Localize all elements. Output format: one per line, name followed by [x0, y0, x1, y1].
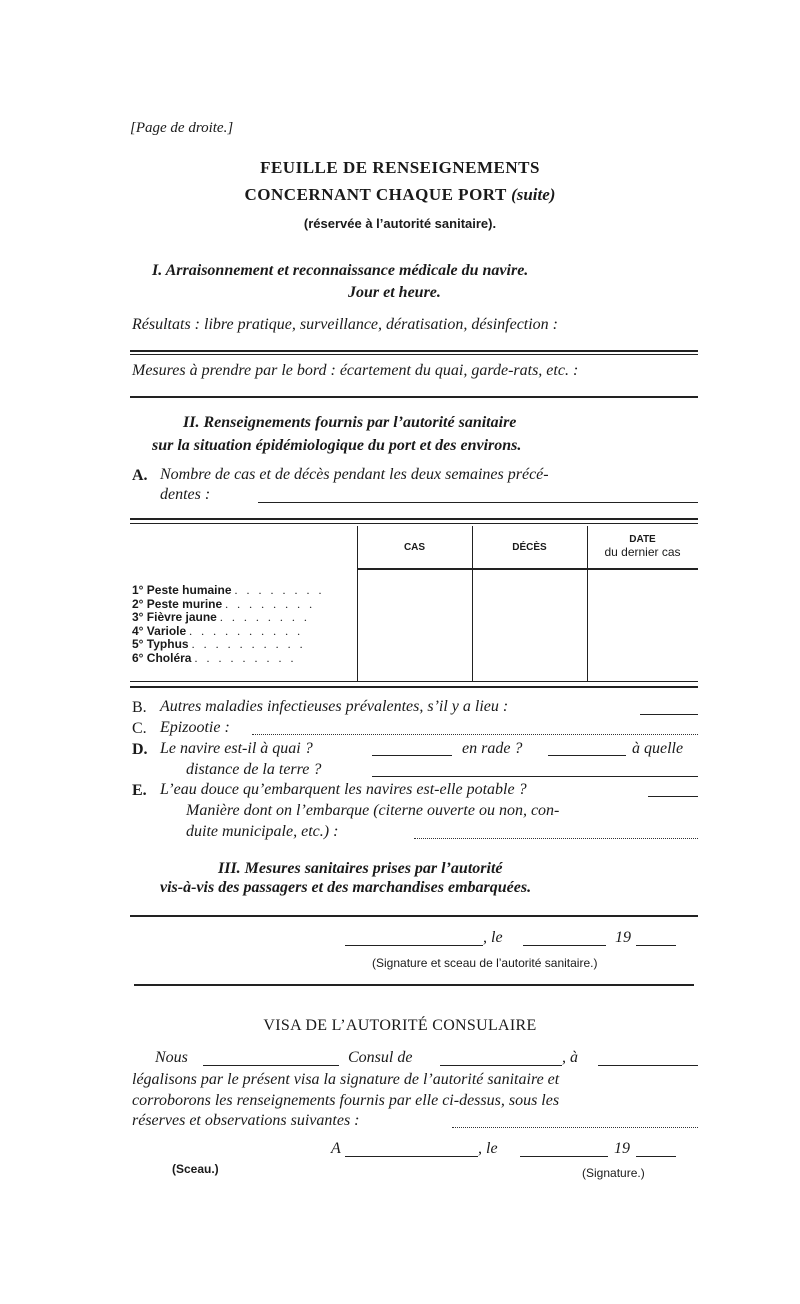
visa-text3: réserves et observations suivantes :: [132, 1112, 360, 1129]
disease-label: 4° Variole: [132, 623, 187, 638]
col-header-date-sub: du dernier cas: [604, 545, 681, 559]
visa-title: VISA DE L’AUTORITÉ CONSULAIRE: [263, 1017, 537, 1034]
col-header-cas: CAS: [403, 542, 426, 553]
rule-resultats: [130, 350, 698, 352]
fill-s3-year: [636, 945, 676, 946]
section2-line1: II. Renseignements fournis par l’autorité sanitaire: [183, 414, 517, 431]
section1-line2: Jour et heure.: [348, 284, 441, 301]
disease-row: 1° Peste humaine . . . . . . . .: [132, 583, 325, 597]
fill-visa-a: [598, 1065, 698, 1066]
fill-s3-place: [345, 945, 483, 946]
item-e-text1: L’eau douce qu’embarquent les navires est-elle potable ?: [160, 781, 527, 798]
disease-label: 5° Typhus: [132, 637, 189, 651]
s3-date-le: , le: [483, 929, 503, 946]
visa-text1: légalisons par le présent visa la signature de l’autorité sanitaire et: [132, 1071, 560, 1088]
rule-mesures: [130, 396, 698, 398]
disease-row: 6° Choléra . . . . . . . . .: [132, 650, 297, 665]
item-d-text1: Le navire est-il à quai ?: [160, 740, 313, 757]
fill-d-rade: [548, 755, 626, 756]
fill-e-potable: [648, 796, 698, 797]
item-b-text: Autres maladies infectieuses prévalentes, s’il y a lieu :: [160, 698, 509, 715]
signature-caption: (Signature et sceau de l’autorité sanitaire.): [372, 956, 598, 970]
item-c-text: Epizootie :: [160, 719, 230, 736]
table-header-rule: [357, 568, 698, 570]
title-suite: (suite): [511, 185, 556, 204]
fill-visa-place: [345, 1156, 478, 1157]
section3-line1: III. Mesures sanitaires prises par l’autorité: [218, 860, 503, 877]
fill-visa-nous: [203, 1065, 339, 1066]
item-a-label: A.: [132, 467, 148, 484]
fill-d-distance: [372, 776, 698, 777]
visa-consul-de: Consul de: [348, 1049, 413, 1066]
rule-section3: [130, 915, 698, 917]
fill-d-quai: [372, 755, 452, 756]
disease-label: 6° Choléra: [132, 650, 192, 665]
visa-text2: corroborons les renseignements fournis par elle ci-dessus, sous les: [132, 1092, 560, 1109]
col-header-date: DATE: [629, 534, 656, 545]
item-d-label: D.: [132, 741, 148, 758]
visa-nous: Nous: [155, 1049, 188, 1066]
signature-label: (Signature.): [582, 1166, 645, 1180]
visa-le: , le: [478, 1140, 498, 1157]
disease-label: 3° Fièvre jaune: [132, 610, 217, 624]
fill-visa-reserves: [452, 1127, 698, 1128]
fill-s3-date: [523, 945, 606, 946]
item-d-text2: en rade ?: [462, 740, 523, 757]
item-b-label: B.: [132, 699, 147, 716]
section3-line2: vis-à-vis des passagers et des marchandises embarquées.: [160, 879, 532, 896]
item-e-text2: Manière dont on l’embarque (citerne ouverte ou non, con-: [186, 802, 560, 819]
title-line2-text: CONCERNANT CHAQUE PORT: [244, 185, 507, 204]
visa-year: 19: [614, 1140, 630, 1157]
item-d-text3: à quelle: [632, 740, 684, 757]
page-title-line2: [0, 185, 800, 205]
item-a-text1: Nombre de cas et de décès pendant les deux semaines précé-: [160, 466, 549, 483]
table-top-rule: [130, 518, 698, 520]
table-top-rule-thin: [130, 523, 698, 524]
visa-a-place: A: [331, 1140, 341, 1157]
section1-line1: I. Arraisonnement et reconnaissance médicale du navire.: [152, 262, 529, 279]
rule-before-visa: [134, 984, 694, 986]
disease-label: 2° Peste murine: [132, 596, 223, 611]
disease-row: 4° Variole . . . . . . . . . .: [132, 623, 304, 638]
item-e-text3: duite municipale, etc.) :: [186, 823, 339, 840]
fill-a: [258, 502, 698, 503]
fill-visa-date: [520, 1156, 608, 1157]
rule-resultats-thin: [130, 354, 698, 355]
item-a-text2: dentes :: [160, 486, 211, 503]
table-bottom-rule-thick: [130, 686, 698, 688]
fill-visa-consul: [440, 1065, 562, 1066]
item-c-label: C.: [132, 720, 147, 737]
fill-e-conduite: [414, 838, 698, 839]
s3-date-19: 19: [615, 929, 631, 946]
col-header-deces: DÉCÈS: [512, 542, 547, 553]
visa-a: , à: [562, 1049, 578, 1066]
section2-line2: sur la situation épidémiologique du port et des environs.: [152, 437, 522, 454]
disease-row: 3° Fièvre jaune . . . . . . . .: [132, 610, 310, 624]
fill-b: [640, 714, 698, 715]
table-bottom-rule: [130, 681, 698, 682]
disease-row: 2° Peste murine . . . . . . . .: [132, 596, 316, 611]
mesures-line: Mesures à prendre par le bord : écartement du quai, garde-rats, etc. :: [132, 362, 579, 379]
resultats-line: Résultats : libre pratique, surveillance, dératisation, désinfection :: [132, 316, 559, 333]
disease-list: [132, 584, 325, 665]
fill-visa-year: [636, 1156, 676, 1157]
fill-c: [252, 734, 698, 735]
page-title-line1: FEUILLE DE RENSEIGNEMENTS: [260, 158, 540, 177]
page-marker: [Page de droite.]: [130, 120, 234, 136]
sceau-label: (Sceau.): [172, 1162, 219, 1176]
item-e-label: E.: [132, 782, 147, 799]
disease-label: 1° Peste humaine: [132, 583, 232, 597]
disease-row: 5° Typhus . . . . . . . . . .: [132, 637, 306, 651]
page-subtitle: (réservée à l’autorité sanitaire).: [303, 216, 497, 231]
item-d-text4: distance de la terre ?: [186, 761, 322, 778]
